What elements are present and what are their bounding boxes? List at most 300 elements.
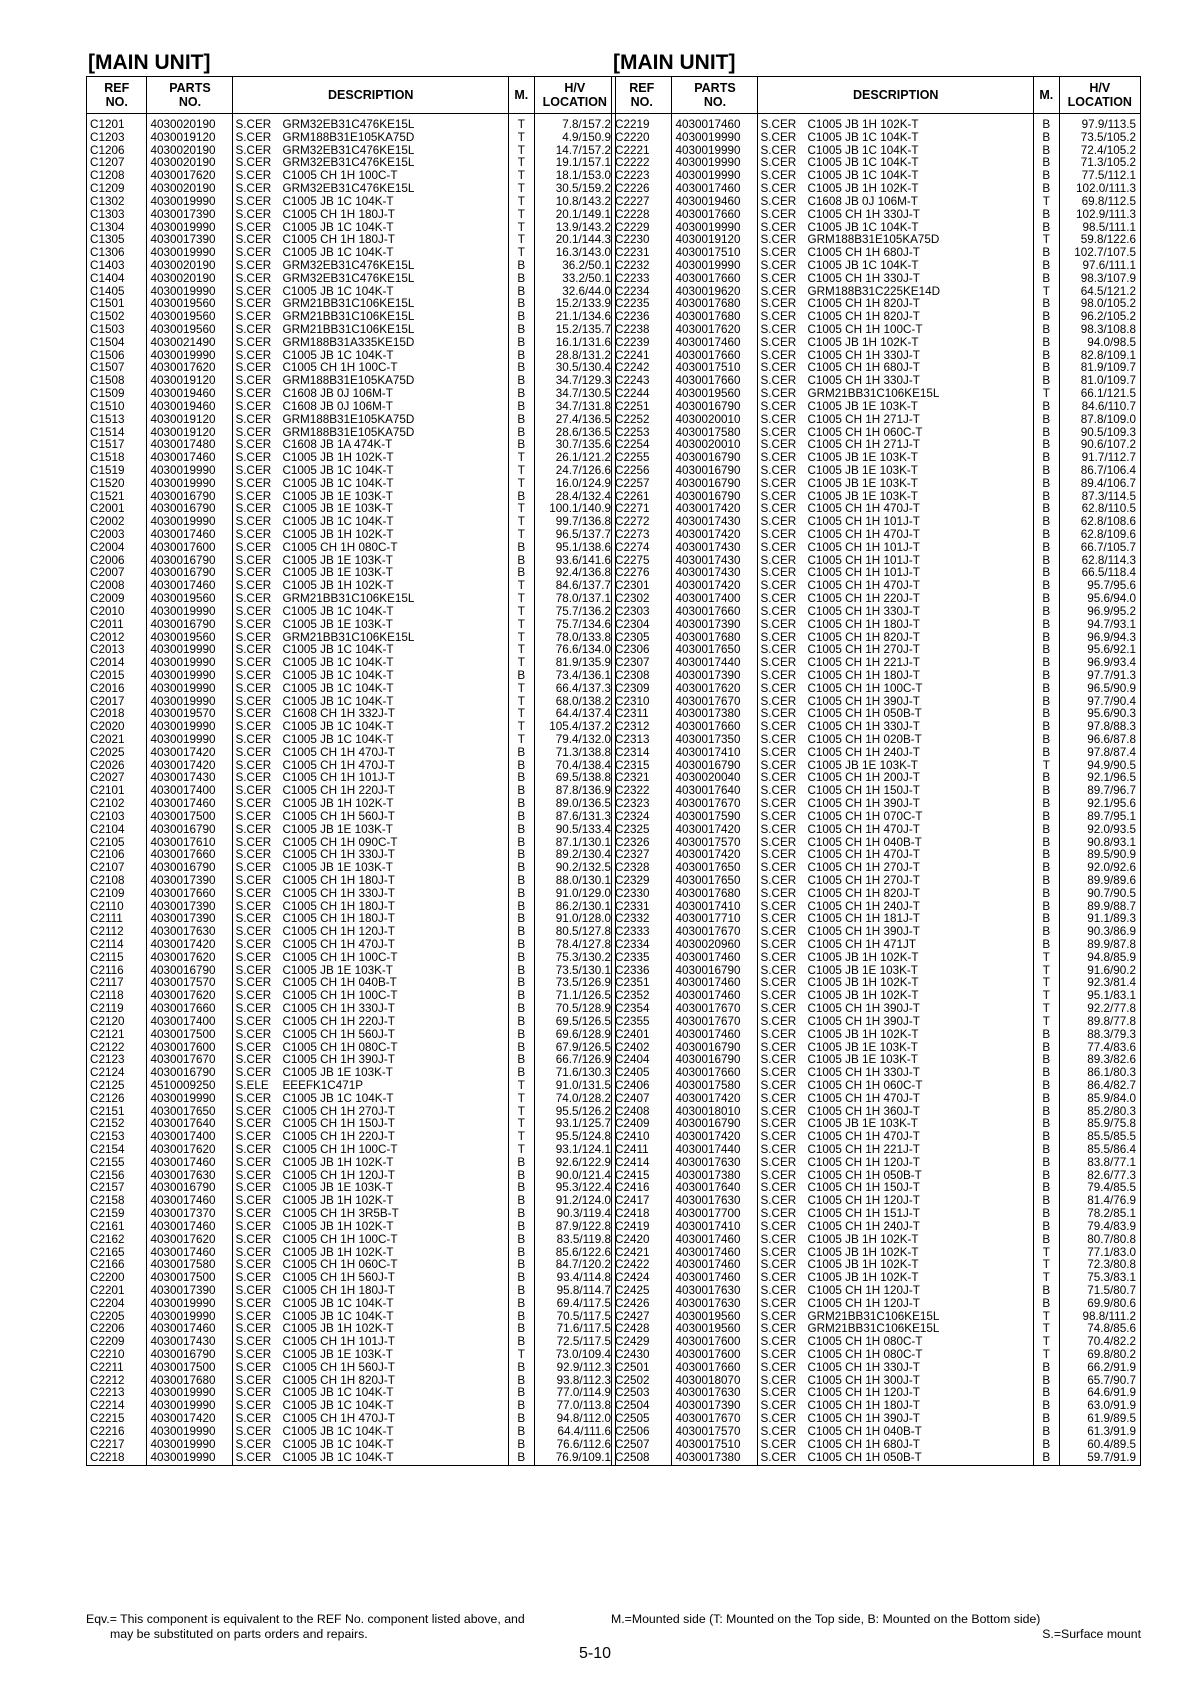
hv-location: 79.4/132.0: [534, 734, 615, 747]
table-row: [612, 785, 1141, 798]
hv-location: 76.6/134.0: [534, 644, 615, 657]
component-type: S.CER: [235, 221, 272, 234]
part-designation: C1005 CH 1H 101J-T: [807, 554, 920, 567]
table-row: [87, 1195, 616, 1208]
mounted-side: T: [509, 683, 535, 696]
ref-no: C2429: [612, 1336, 672, 1349]
component-type: S.CER: [235, 836, 272, 849]
parts-no: 4030019120: [147, 414, 233, 427]
component-type: S.CER: [760, 144, 797, 157]
ref-no: C2271: [612, 503, 672, 516]
ref-no: C2428: [612, 1323, 672, 1336]
table-row: [87, 888, 616, 901]
parts-no: 4030017660: [672, 375, 758, 388]
mounted-side: T: [509, 696, 535, 709]
mounted-side: T: [509, 1118, 535, 1131]
component-type: S.CER: [760, 1105, 797, 1118]
part-designation: C1005 CH 1H 220J-T: [807, 593, 920, 606]
parts-no: 4030016790: [147, 555, 233, 568]
hv-location: 30.5/130.4: [534, 362, 615, 375]
hv-location: 89.9/87.8: [1059, 939, 1140, 952]
ref-no: C2261: [612, 491, 672, 504]
table-row: [87, 1387, 616, 1400]
ref-no: C2272: [612, 516, 672, 529]
header-parts-no: PARTS NO.: [147, 77, 233, 114]
part-designation: C1005 CH 1H 221J-T: [807, 1144, 920, 1156]
description: [233, 1413, 509, 1426]
ref-no: C2330: [612, 888, 672, 901]
parts-no: 4030019460: [672, 196, 758, 209]
hv-location: 90.5/133.4: [534, 824, 615, 837]
component-type: S.CER: [235, 1413, 272, 1426]
table-row: [87, 234, 616, 247]
component-type: S.CER: [760, 618, 797, 631]
part-designation: C1005 CH 1H 101J-T: [807, 541, 920, 554]
table-row: [612, 1029, 1141, 1042]
mounted-side: B: [509, 1311, 535, 1324]
parts-no: 4030017410: [672, 747, 758, 760]
parts-no: 4030016790: [672, 491, 758, 504]
table-row: [87, 734, 616, 747]
hv-location: 95.6/94.0: [1059, 593, 1140, 606]
table-row: [87, 1131, 616, 1144]
parts-no: 4030017660: [147, 1003, 233, 1016]
mounted-side: T: [509, 170, 535, 183]
description: [233, 939, 509, 952]
hv-location: 80.7/80.8: [1059, 1234, 1140, 1247]
component-type: S.CER: [760, 1451, 797, 1464]
component-type: S.CER: [760, 1169, 797, 1182]
component-type: S.CER: [235, 1451, 272, 1464]
table-row: [87, 1157, 616, 1170]
component-type: S.CER: [760, 913, 797, 926]
ref-no: C1303: [87, 209, 147, 222]
ref-no: C1304: [87, 222, 147, 235]
component-type: S.CER: [760, 336, 797, 349]
table-row: [87, 157, 616, 170]
mounted-side: B: [509, 1208, 535, 1221]
component-type: S.CER: [235, 567, 272, 580]
mounted-side: T: [509, 209, 535, 222]
description: [758, 657, 1034, 670]
mounted-side: B: [1034, 1439, 1060, 1452]
part-designation: C1608 JB 0J 106M-T: [282, 400, 393, 413]
table-row: [612, 1144, 1141, 1157]
table-row: [87, 375, 616, 388]
mounted-side: B: [509, 555, 535, 568]
ref-no: C2273: [612, 529, 672, 542]
parts-no: 4030017430: [672, 567, 758, 580]
table-row: [87, 1298, 616, 1311]
parts-no: 4030017660: [672, 1067, 758, 1080]
table-row: [612, 965, 1141, 978]
table-header-row: [87, 77, 616, 114]
parts-no: 4030017630: [147, 1170, 233, 1183]
component-type: S.CER: [235, 1092, 272, 1105]
component-type: S.CER: [760, 554, 797, 567]
description: [233, 1272, 509, 1285]
part-designation: C1005 CH 1H 270J-T: [807, 644, 920, 657]
ref-no: C2304: [612, 619, 672, 632]
hv-location: 82.8/109.1: [1059, 350, 1140, 363]
ref-no: C2415: [612, 1170, 672, 1183]
ref-no: C2004: [87, 542, 147, 555]
part-designation: C1005 JB 1C 104K-T: [282, 695, 394, 708]
hv-location: 36.2/50.1: [534, 260, 615, 273]
hv-location: 7.8/157.2: [534, 114, 615, 132]
mounted-side: B: [1034, 273, 1060, 286]
component-type: S.CER: [235, 1144, 272, 1156]
component-type: S.CER: [760, 874, 797, 887]
description: [233, 529, 509, 542]
hv-location: 96.9/94.3: [1059, 632, 1140, 645]
table-row: [612, 311, 1141, 324]
component-type: S.CER: [235, 798, 272, 811]
ref-no: C2223: [612, 170, 672, 183]
table-row: [612, 913, 1141, 926]
description: [758, 439, 1034, 452]
parts-no: 4030017660: [672, 721, 758, 734]
mounted-side: B: [1034, 1080, 1060, 1093]
parts-no: 4030017430: [672, 516, 758, 529]
hv-location: 61.9/89.5: [1059, 1413, 1140, 1426]
parts-no: 4030016790: [672, 401, 758, 414]
mounted-side: B: [1034, 401, 1060, 414]
table-row: [87, 1439, 616, 1452]
hv-location: 66.1/121.5: [1059, 388, 1140, 401]
part-designation: C1005 CH 1H 221J-T: [807, 657, 920, 670]
component-type: S.CER: [235, 580, 272, 593]
part-designation: C1005 JB 1C 104K-T: [807, 157, 919, 170]
table-row: [87, 183, 616, 196]
hv-location: 62.8/109.6: [1059, 529, 1140, 542]
parts-no: 4030017500: [147, 1272, 233, 1285]
table-row: [87, 1323, 616, 1336]
hv-location: 34.7/130.5: [534, 388, 615, 401]
hv-location: 69.4/117.5: [534, 1298, 615, 1311]
component-type: S.CER: [235, 170, 272, 183]
table-row: [612, 1195, 1141, 1208]
ref-no: C1513: [87, 414, 147, 427]
table-row: [612, 1016, 1141, 1029]
table-row: [612, 760, 1141, 773]
ref-no: C2307: [612, 657, 672, 670]
hv-location: 87.8/109.0: [1059, 414, 1140, 427]
hv-location: 66.5/118.4: [1059, 567, 1140, 580]
hv-location: 78.2/85.1: [1059, 1208, 1140, 1221]
description: [233, 862, 509, 875]
ref-no: C2002: [87, 516, 147, 529]
component-type: S.CER: [760, 516, 797, 529]
hv-location: 91.0/128.0: [534, 913, 615, 926]
mounted-side: B: [509, 1157, 535, 1170]
part-designation: C1005 JB 1C 104K-T: [282, 464, 394, 477]
description: [758, 516, 1034, 529]
description: [233, 478, 509, 491]
table-row: [612, 1323, 1141, 1336]
equivalent-note: [86, 1612, 616, 1642]
mounted-side: T: [509, 1093, 535, 1106]
description: [758, 170, 1034, 183]
ref-no: C1507: [87, 362, 147, 375]
component-type: S.CER: [235, 413, 272, 426]
part-designation: C1005 JB 1C 104K-T: [282, 734, 394, 746]
part-designation: C1005 JB 1E 103K-T: [282, 862, 393, 875]
parts-no: 4030017570: [147, 977, 233, 990]
mounted-side: B: [1034, 798, 1060, 811]
part-designation: C1005 CH 1H 360J-T: [807, 1105, 920, 1118]
component-type: S.CER: [235, 554, 272, 567]
part-designation: C1005 JB 1H 102K-T: [807, 1233, 919, 1246]
mounted-side: T: [1034, 990, 1060, 1003]
part-designation: C1005 JB 1C 104K-T: [807, 131, 919, 144]
part-designation: GRM32EB31C476KE15L: [282, 144, 415, 157]
part-designation: C1005 CH 1H 150J-T: [807, 785, 920, 798]
ref-no: C2504: [612, 1400, 672, 1413]
mounted-side: T: [509, 657, 535, 670]
ref-no: C2119: [87, 1003, 147, 1016]
ref-no: C2235: [612, 298, 672, 311]
ref-no: C2254: [612, 439, 672, 452]
hv-location: 77.1/83.0: [1059, 1247, 1140, 1260]
table-row: [612, 1311, 1141, 1324]
mounted-side: B: [1034, 362, 1060, 375]
ref-no: C2324: [612, 811, 672, 824]
table-row: [612, 114, 1141, 132]
table-row: [612, 567, 1141, 580]
description: [758, 1042, 1034, 1055]
hv-location: 70.5/117.5: [534, 1311, 615, 1324]
parts-no: 4030017500: [147, 1362, 233, 1375]
mounted-side: B: [509, 388, 535, 401]
part-designation: C1005 CH 1H 390J-T: [807, 798, 920, 811]
parts-no: 4030019560: [672, 388, 758, 401]
hv-location: 71.5/80.7: [1059, 1285, 1140, 1298]
parts-no: 4030019990: [147, 644, 233, 657]
component-type: S.CER: [760, 1195, 797, 1208]
ref-no: C2114: [87, 939, 147, 952]
mounted-side: B: [1034, 657, 1060, 670]
part-designation: C1005 JB 1H 102K-T: [807, 183, 919, 196]
component-type: S.CER: [235, 336, 272, 349]
mounted-side: B: [509, 1067, 535, 1080]
description: [758, 350, 1034, 363]
parts-no: 4030017460: [672, 337, 758, 350]
hv-location: 102.9/111.3: [1059, 209, 1140, 222]
part-designation: C1005 CH 1H 180J-T: [282, 208, 395, 221]
part-designation: C1005 CH 1H 390J-T: [807, 695, 920, 708]
hv-location: 95.6/92.1: [1059, 644, 1140, 657]
mounted-side: B: [1034, 183, 1060, 196]
part-designation: C1005 JB 1C 104K-T: [282, 221, 394, 234]
ref-no: C2418: [612, 1208, 672, 1221]
parts-no: 4030017620: [672, 683, 758, 696]
hv-location: 72.4/105.2: [1059, 145, 1140, 158]
table-row: [87, 452, 616, 465]
component-type: S.CER: [235, 1028, 272, 1041]
part-designation: C1608 JB 1A 474K-T: [282, 439, 393, 452]
component-type: S.CER: [235, 529, 272, 541]
table-row: [87, 1234, 616, 1247]
parts-no: 4030020010: [672, 414, 758, 427]
component-type: S.CER: [760, 1246, 797, 1259]
part-designation: GRM21BB31C106KE15L: [807, 388, 940, 401]
hv-location: 64.5/121.2: [1059, 286, 1140, 299]
part-designation: C1005 JB 1C 104K-T: [282, 285, 394, 298]
part-designation: C1005 CH 1H 100C-T: [282, 951, 398, 964]
component-type: S.CER: [235, 593, 272, 606]
description: [233, 593, 509, 606]
part-designation: C1005 CH 1H 330J-T: [282, 887, 395, 900]
ref-no: C2220: [612, 132, 672, 145]
parts-no: 4030017460: [147, 580, 233, 593]
mounted-side: B: [1034, 632, 1060, 645]
component-type: S.CER: [760, 195, 797, 208]
part-designation: GRM21BB31C106KE15L: [807, 1323, 940, 1336]
description: [758, 772, 1034, 785]
component-type: S.CER: [235, 1361, 272, 1374]
hv-location: 96.9/95.2: [1059, 606, 1140, 619]
parts-no: 4030017670: [672, 696, 758, 709]
description: [233, 1144, 509, 1157]
description: [233, 273, 509, 286]
parts-no: 4030017500: [147, 1029, 233, 1042]
part-designation: C1005 CH 1H 470J-T: [282, 939, 395, 951]
parts-no: 4030019990: [147, 657, 233, 670]
part-designation: GRM21BB31C106KE15L: [807, 1310, 940, 1323]
mounted-side: T: [509, 452, 535, 465]
part-designation: C1005 JB 1H 102K-T: [282, 452, 394, 465]
table-row: [612, 1093, 1141, 1106]
hv-location: 65.7/90.7: [1059, 1375, 1140, 1388]
parts-no: 4030017680: [672, 298, 758, 311]
mounted-side: T: [509, 478, 535, 491]
description: [233, 657, 509, 670]
part-designation: C1005 JB 1H 102K-T: [807, 1272, 919, 1285]
mounted-side: T: [509, 247, 535, 260]
parts-no: 4030017430: [147, 1336, 233, 1349]
part-designation: C1005 JB 1C 104K-T: [282, 195, 394, 208]
parts-no: 4030019990: [147, 286, 233, 299]
table-row: [612, 1042, 1141, 1055]
hv-location: 97.6/111.1: [1059, 260, 1140, 273]
description: [233, 721, 509, 734]
description: [758, 1247, 1034, 1260]
parts-no: 4030019990: [147, 1093, 233, 1106]
table-row: [612, 478, 1141, 491]
table-row: [612, 1080, 1141, 1093]
parts-no: 4030019460: [147, 401, 233, 414]
description: [233, 362, 509, 375]
parts-no: 4030019990: [147, 1452, 233, 1466]
ref-no: C2010: [87, 606, 147, 619]
part-designation: C1005 JB 1E 103K-T: [282, 618, 393, 631]
surface-mount-legend: S.=Surface mount: [1042, 1627, 1141, 1641]
table-row: [612, 670, 1141, 683]
part-designation: C1005 CH 1H 200J-T: [807, 772, 920, 785]
table-row: [87, 1375, 616, 1388]
mounted-side: B: [509, 491, 535, 504]
part-designation: C1005 JB 1H 102K-T: [282, 1246, 394, 1259]
mounted-side: B: [509, 1375, 535, 1388]
component-type: S.CER: [235, 926, 272, 939]
mounted-side: T: [1034, 1259, 1060, 1272]
component-type: S.CER: [760, 1092, 797, 1105]
component-type: S.CER: [760, 529, 797, 541]
part-designation: C1005 CH 1H 390J-T: [807, 926, 920, 939]
parts-no: 4030019990: [147, 222, 233, 235]
table-row: [87, 990, 616, 1003]
part-designation: C1005 CH 1H 120J-T: [282, 1169, 395, 1182]
parts-no: 4030017460: [147, 452, 233, 465]
header-ref-no: REF NO.: [612, 77, 672, 114]
part-designation: C1005 JB 1H 102K-T: [807, 990, 919, 1003]
parts-no: 4030017380: [672, 708, 758, 721]
mounted-side: B: [1034, 478, 1060, 491]
part-designation: C1005 CH 1H 040B-T: [807, 836, 922, 849]
part-designation: C1005 JB 1C 104K-T: [282, 1425, 394, 1438]
component-type: S.CER: [760, 388, 797, 401]
mounted-side: B: [1034, 1375, 1060, 1388]
ref-no: C2117: [87, 977, 147, 990]
component-type: S.CER: [760, 1361, 797, 1374]
table-row: [87, 965, 616, 978]
mounted-side: T: [1034, 1272, 1060, 1285]
description: [233, 1298, 509, 1311]
parts-no: 4030017390: [672, 670, 758, 683]
mounted-side: B: [1034, 862, 1060, 875]
ref-no: C1405: [87, 286, 147, 299]
description: [233, 209, 509, 222]
parts-no: 4030017460: [672, 1247, 758, 1260]
part-designation: C1005 CH 1H 330J-T: [807, 272, 920, 285]
table-row: [612, 1054, 1141, 1067]
description: [758, 1298, 1034, 1311]
parts-no: 4030019460: [147, 388, 233, 401]
ref-no: C2303: [612, 606, 672, 619]
parts-no: 4030017420: [672, 1131, 758, 1144]
component-type: S.CER: [235, 400, 272, 413]
table-row: [87, 939, 616, 952]
component-type: S.CER: [760, 311, 797, 324]
mounted-side: T: [509, 222, 535, 235]
hv-location: 91.2/124.0: [534, 1195, 615, 1208]
part-designation: C1005 CH 1H 080C-T: [807, 1349, 923, 1361]
hv-location: 19.1/157.1: [534, 157, 615, 170]
table-row: [87, 901, 616, 914]
parts-no: 4030017600: [672, 1336, 758, 1349]
parts-no: 4030017420: [672, 529, 758, 542]
parts-no: 4030019560: [672, 1323, 758, 1336]
ref-no: C2230: [612, 234, 672, 247]
ref-no: C1520: [87, 478, 147, 491]
parts-no: 4030017510: [672, 1439, 758, 1452]
description: [233, 837, 509, 850]
ref-no: C2313: [612, 734, 672, 747]
ref-no: C2233: [612, 273, 672, 286]
hv-location: 89.9/89.6: [1059, 875, 1140, 888]
ref-no: C2408: [612, 1106, 672, 1119]
part-designation: C1005 JB 1H 102K-T: [807, 977, 919, 990]
ref-no: C2200: [87, 1272, 147, 1285]
table-row: [87, 1016, 616, 1029]
part-designation: C1005 CH 1H 271J-T: [807, 439, 920, 452]
description: [758, 234, 1034, 247]
part-designation: C1005 CH 1H 120J-T: [282, 926, 395, 939]
description: [758, 913, 1034, 926]
hv-location: 89.4/106.7: [1059, 478, 1140, 491]
part-designation: C1005 CH 1H 390J-T: [282, 1054, 395, 1067]
